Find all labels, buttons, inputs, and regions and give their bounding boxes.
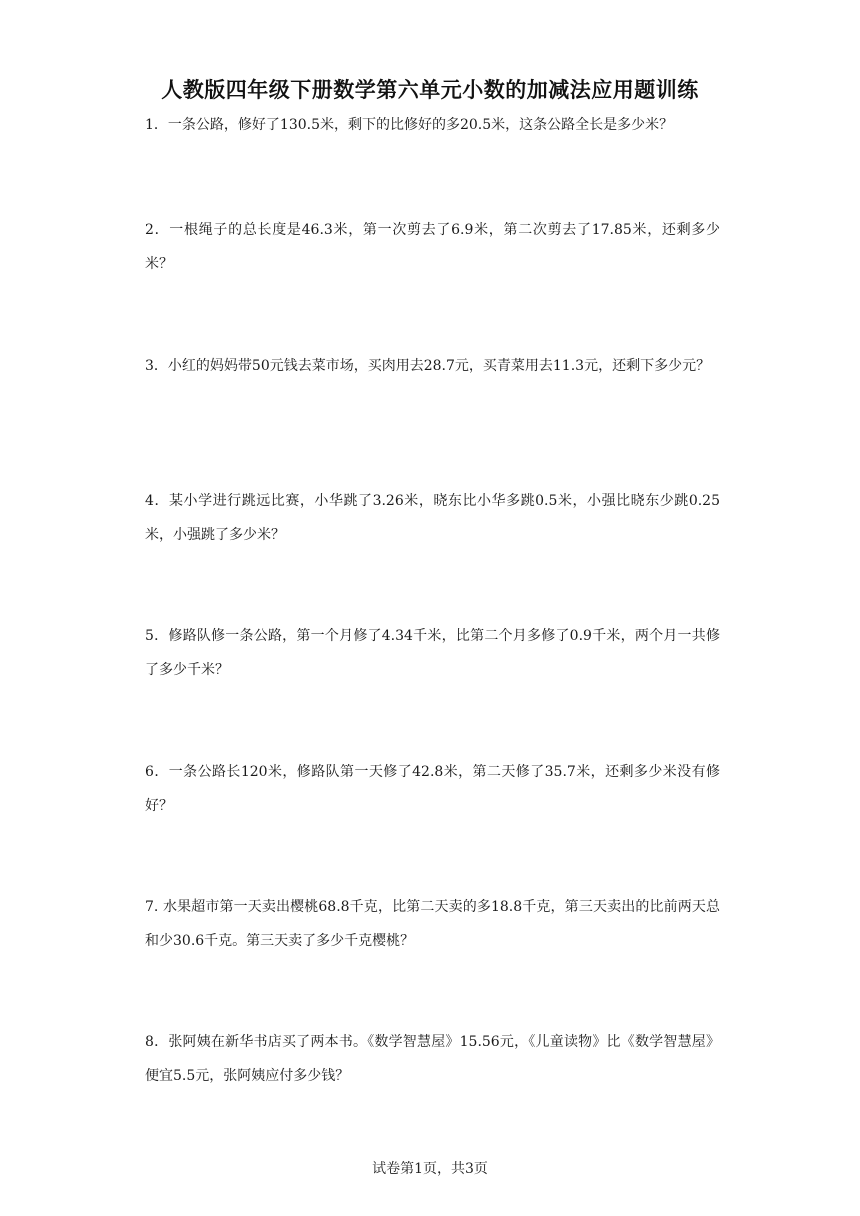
question-3: 3．小红的妈妈带50元钱去菜市场，买肉用去28.7元，买青菜用去11.3元，还剩下多少元？	[145, 358, 711, 374]
question-8: 8．张阿姨在新华书店买了两本书。《数学智慧屋》15.56元，《儿童读物》比《数学智慧屋》便宜5.5元，张阿姨应付多少钱？	[145, 1034, 720, 1084]
question-1: 1．一条公路，修好了130.5米，剩下的比修好的多20.5米，这条公路全长是多少米？	[145, 117, 674, 133]
question-4: 4．某小学进行跳远比赛，小华跳了3.26米，晓东比小华多跳0.5米，小强比晓东少跳0.25米，小强跳了多少米？	[145, 493, 720, 543]
question-5: 5．修路队修一条公路，第一个月修了4.34千米，比第二个月多修了0.9千米，两个月一共修了多少千米？	[145, 628, 720, 678]
question-6: 6．一条公路长120米，修路队第一天修了42.8米，第二天修了35.7米，还剩多少米没有修好？	[145, 764, 720, 814]
question-7: 7. 水果超市第一天卖出樱桃68.8千克，比第二天卖的多18.8千克，第三天卖出的比前两天总和少30.6千克。第三天卖了多少千克樱桃？	[145, 899, 720, 949]
page-title: 人教版四年级下册数学第六单元小数的加减法应用题训练	[161, 78, 699, 102]
question-2: 2．一根绳子的总长度是46.3米，第一次剪去了6.9米，第二次剪去了17.85米，还剩多少米？	[145, 222, 720, 272]
page-footer: 试卷第1页，共3页	[372, 1161, 488, 1177]
